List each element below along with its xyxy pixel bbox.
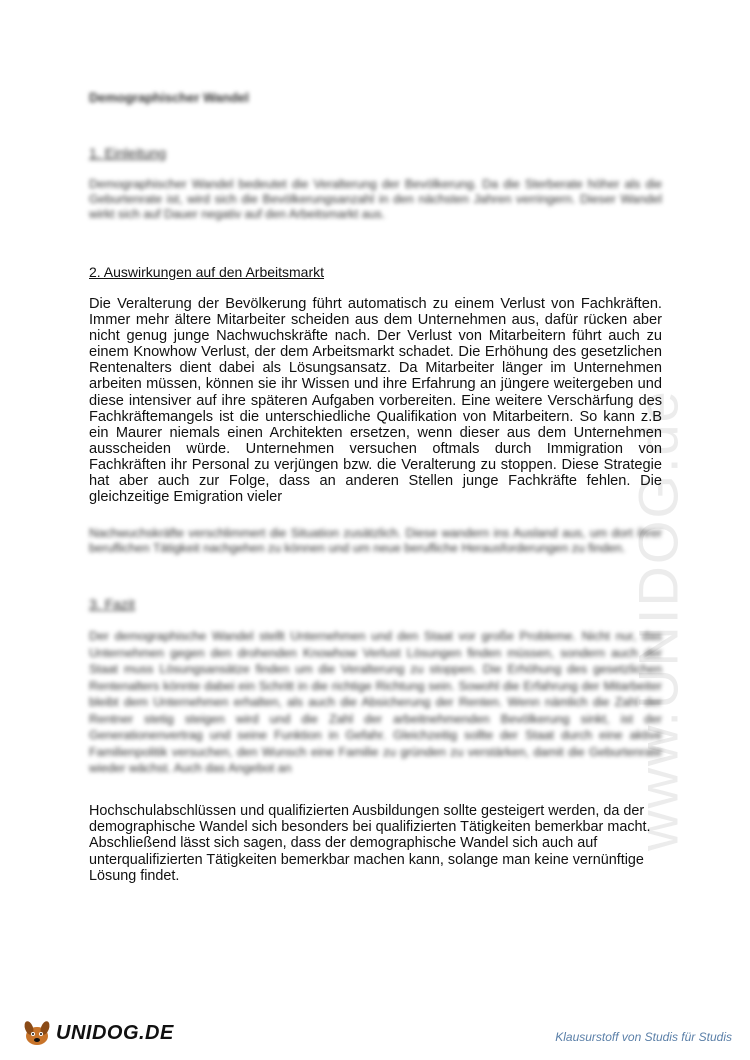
section-3-heading: 3. Fazit bbox=[89, 596, 135, 612]
section-2-text: Die Veralterung der Bevölkerung führt automatisch zu einem Verlust von Fachkräften. Immer mehr ältere Mitarbeiter scheiden aus dem Unternehmen aus, dafür rücken aber nicht genug junge Nachwuchskräfte nach. Der Verlust von Mitarbeitern führt auch zu einem Knowhow Verlust, der dem Arbeitsmarkt schadet. Die Erhöhung des gesetzlichen Rentenalters dient dabei als Lösungsansatz. Da Mitarbeiter länger im Unternehmen arbeiten müssen, können sie ihr Wissen und ihre Erfahrung an jüngere weitergeben und diese intensiver auf ihre späteren Aufgaben vorbereiten. Eine weitere Verschärfung des Fachkräftemangels ist die unterschiedliche Qualifikation von Mitarbeitern. So kann z.B ein Maurer niemals einen Architekten ersetzen, wenn dieser aus dem Unternehmen ausscheiden würde. Unternehmen versuchen oftmals durch Immigration von Fachkräften ihr Personal zu verjüngen bzw. die Veralterung zu stoppen. Diese Strategie hat aber auch zur Folge, dass an anderen Stellen junge Fachkräfte fehlen. Die gleichzeitige Emigration vieler bbox=[89, 296, 662, 506]
section-1-heading: 1. Einleitung bbox=[89, 145, 167, 161]
dog-icon bbox=[22, 1018, 52, 1048]
section-2-text-blurred: Nachwuchskräfte verschlimmert die Situation zusätzlich. Diese wandern ins Ausland aus, um dort ihrer beruflichen Tätigkeit nachgehen zu können und um neue berufliche Herausforderungen zu finden. bbox=[89, 526, 662, 555]
logo-text: UNIDOG.DE bbox=[56, 1021, 174, 1044]
document-title: Demographischer Wandel bbox=[89, 90, 249, 105]
unidog-logo bbox=[22, 1018, 174, 1048]
section-1-text: Demographischer Wandel bedeutet die Veralterung der Bevölkerung. Da die Sterberate höher als die Geburtenrate ist, wird sich die Bevölkerungsanzahl in den nächsten Jahren verringern. Dieser Wandel wirkt sich auf Dauer negativ auf den Arbeitsmarkt aus. bbox=[89, 177, 662, 221]
footer-slogan: Klausurstoff von Studis für Studis bbox=[555, 1030, 732, 1044]
watermark: www.UNIDOG.de bbox=[626, 389, 690, 851]
section-3-text: Hochschulabschlüssen und qualifizierten Ausbildungen sollte gesteigert werden, da der demographische Wandel sich besonders bei qualifizierten Tätigkeiten bemerkbar macht. Abschließend lässt sich sagen, dass der demographische Wandel sich auch auf unterqualifizierten Tätigkeiten bemerkbar machen kann, solange man keine vernünftige Lösung findet. bbox=[89, 803, 651, 884]
section-3-text-blurred: Der demographische Wandel stellt Unternehmen und den Staat vor große Probleme. Nicht nur, das Unternehmen gegen den drohenden Knowhow Verlust Lösungen finden müssen, sondern auch der Staat muss Lösungsansätze finden um die Veralterung zu stoppen. Die Erhöhung des gesetzlichen Rentenalters könnte dabei ein Schritt in die richtige Richtung sein. Sowohl die Erfahrung der Mitarbeiter bleibt dem Unternehmen erhalten, als auch die Absicherung der Renten. Wenn nämlich die Zahl der Rentner stetig steigen wird und die Zahl der arbeitnehmenden Bevölkerung sinkt, ist der Generationenvertrag und seine Funktion in Gefahr. Gleichzeitig sollte der Staat durch eine aktive Familienpolitik versuchen, den Wunsch eine Familie zu gründen zu verstärken, damit die Geburtenrate wieder wächst. Auch das Angebot an bbox=[89, 629, 662, 775]
section-2-heading: 2. Auswirkungen auf den Arbeitsmarkt bbox=[89, 264, 325, 280]
